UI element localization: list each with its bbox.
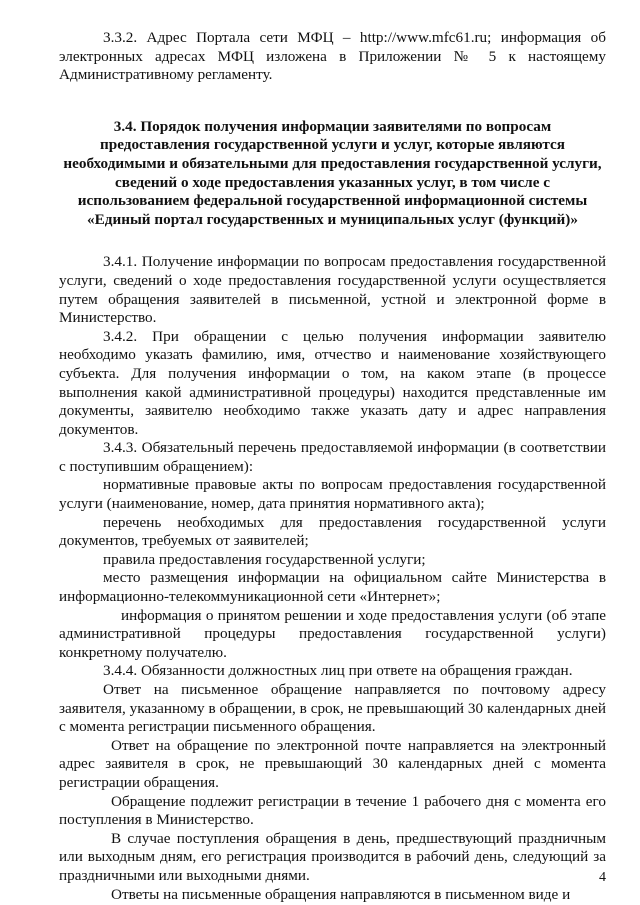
paragraph: 3.4.3. Обязательный перечень предоставляемой информации (в соответствии с поступившим обращением): — [59, 439, 606, 475]
paragraph: Ответ на письменное обращение направляется по почтовому адресу заявителя, указанному в обращении, в срок, не превышающий 30 календарных дней с момента регистрации письменного обращения. — [59, 681, 606, 736]
paragraph: Обращение подлежит регистрации в течение 1 рабочего дня с момента его поступления в Министерство. — [59, 792, 606, 829]
paragraph: нормативные правовые акты по вопросам предоставления государственной услуги (наименование, номер, дата принятия нормативного акта); — [59, 476, 606, 513]
paragraph: В случае поступления обращения в день, предшествующий праздничным или выходным дням, его регистрация производится в рабочий день, следующий за праздничными или выходными днями. — [59, 829, 606, 884]
paragraph: информация о принятом решении и ходе предоставления услуги (об этапе административной процедуры предоставления государственной услуги) конкретному получателю. — [59, 606, 606, 661]
intro-paragraph: 3.3.2. Адрес Портала сети МФЦ – http://www.mfc61.ru; информация об электронных адресах МФЦ изложена в Приложении № 5 к настоящему Административному регламенту. — [59, 29, 606, 84]
paragraph: перечень необходимых для предоставления государственной услуги документов, требуемых от заявителей; — [59, 513, 606, 550]
paragraph: правила предоставления государственной услуги; — [103, 550, 426, 568]
paragraph: Ответ на обращение по электронной почте направляется на электронный адрес заявителя в срок, не превышающий 30 календарных дней с момента регистрации обращения. — [59, 736, 606, 791]
paragraph: 3.4.2. При обращении с целью получения информации заявителю необходимо указать фамилию, имя, отчество и наименование хозяйствующего субъекта. Для получения информации о том, на каком этапе (в процессе выполнения какой административной процедуры) находится представленные им документы, заявителю необходимо также указать дату и адрес направления документов. — [59, 327, 606, 438]
paragraph: Ответы на письменные обращения направляются в письменном виде и — [111, 885, 571, 903]
paragraph: 3.4.4. Обязанности должностных лиц при ответе на обращения граждан. — [103, 662, 573, 680]
section-heading: 3.4. Порядок получения информации заявителями по вопросам предоставления государственной услуги и услуг, которые являются необходимыми и обязательными для предоставления государственной услуги, сведений о ходе предоставления указанных услуг, в том числе с использованием федеральной государственной информационной системы «Единый портал государственных и муниципальных услуг (функций)» — [63, 117, 602, 228]
paragraph: 3.4.1. Получение информации по вопросам предоставления государственной услуги, сведений о ходе предоставления государственной услуги осуществляется путем обращения заявителей в письменной, устной и электронной форме в Министерство. — [59, 253, 606, 327]
paragraph: место размещения информации на официальном сайте Министерства в информационно-телекоммуникационной сети «Интернет»; — [59, 569, 606, 606]
page-number: 4 — [599, 870, 606, 885]
